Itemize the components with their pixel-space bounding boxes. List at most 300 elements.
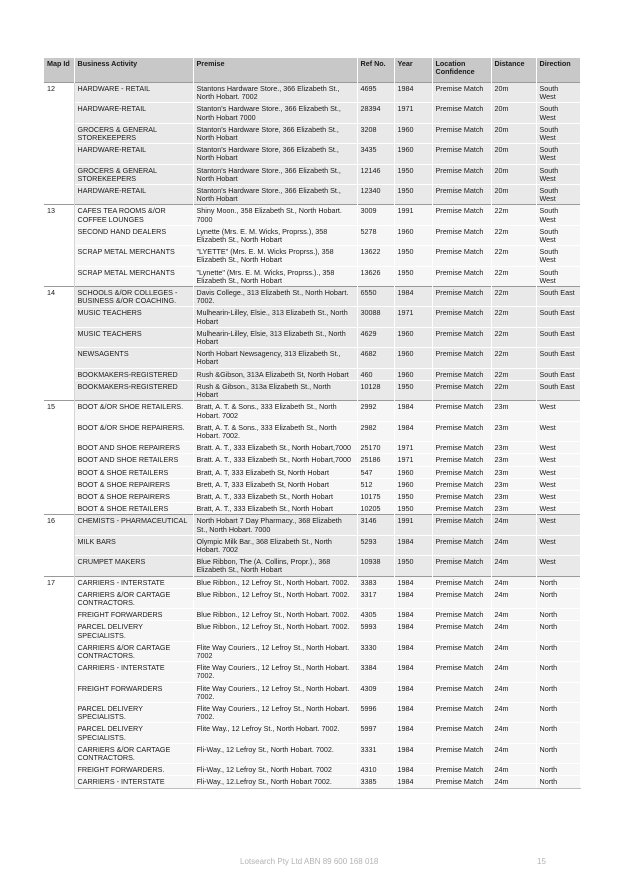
distance-cell: 20m	[491, 164, 536, 184]
distance-cell: 23m	[491, 503, 536, 515]
distance-cell: 22m	[491, 307, 536, 327]
direction-cell: North	[536, 641, 580, 661]
direction-cell: North	[536, 764, 580, 776]
location-confidence-cell: Premise Match	[432, 123, 491, 143]
direction-cell: South West	[536, 266, 580, 286]
business-activity-cell: BOOT & SHOE REPAIRERS	[74, 490, 193, 502]
location-confidence-cell: Premise Match	[432, 246, 491, 266]
distance-cell: 20m	[491, 103, 536, 123]
direction-cell: North	[536, 702, 580, 722]
business-activity-cell: NEWSAGENTS	[74, 348, 193, 368]
ref-no-cell: 12146	[357, 164, 394, 184]
direction-cell: South West	[536, 164, 580, 184]
location-confidence-cell: Premise Match	[432, 609, 491, 621]
distance-cell: 23m	[491, 442, 536, 454]
distance-cell: 23m	[491, 401, 536, 421]
ref-no-cell: 25186	[357, 454, 394, 466]
premise-cell: Shiny Moon., 358 Elizabeth St., North Hobart. 7000	[193, 205, 357, 225]
table-row	[44, 348, 580, 368]
table-row	[44, 83, 580, 103]
distance-cell: 23m	[491, 421, 536, 441]
table-row	[44, 103, 580, 123]
distance-cell: 23m	[491, 454, 536, 466]
premise-cell: Bratt. A. T., 333 Elizabeth St., North Hobart,7000	[193, 442, 357, 454]
premise-cell: Rush & Gibson., 313a Elizabeth St., North Hobart	[193, 380, 357, 400]
direction-cell: West	[536, 556, 580, 576]
premise-cell: Flite Way Couriers., 12 Lefroy St., North Hobart. 7002.	[193, 702, 357, 722]
location-confidence-cell: Premise Match	[432, 307, 491, 327]
ref-no-cell: 5278	[357, 225, 394, 245]
table-body	[44, 83, 580, 789]
col-header-ref-no: Ref No.	[357, 58, 394, 83]
business-activity-cell: HARDWARE-RETAIL	[74, 103, 193, 123]
business-activity-cell: SCRAP METAL MERCHANTS	[74, 246, 193, 266]
premise-cell: Stanton's Hardware Store, 366 Elizabeth St., North Hobart	[193, 144, 357, 164]
ref-no-cell: 3383	[357, 576, 394, 588]
location-confidence-cell: Premise Match	[432, 401, 491, 421]
col-header-distance: Distance	[491, 58, 536, 83]
distance-cell: 24m	[491, 641, 536, 661]
premise-cell: Bratt, A. T. & Sons., 333 Elizabeth St., North Hobart. 7002	[193, 401, 357, 421]
distance-cell: 22m	[491, 327, 536, 347]
premise-cell: Stanton's Hardware Store., 366 Elizabeth St., North Hobart 7000	[193, 103, 357, 123]
year-cell: 1984	[394, 641, 432, 661]
business-activity-cell: HARDWARE - RETAIL	[74, 83, 193, 103]
direction-cell: West	[536, 442, 580, 454]
direction-cell: South East	[536, 287, 580, 307]
ref-no-cell: 4695	[357, 83, 394, 103]
year-cell: 1984	[394, 662, 432, 682]
ref-no-cell: 10175	[357, 490, 394, 502]
table-row	[44, 144, 580, 164]
premise-cell: Brett, A. T, 333 Elizabeth St, North Hobart	[193, 478, 357, 490]
direction-cell: South East	[536, 327, 580, 347]
table-row	[44, 503, 580, 515]
year-cell: 1984	[394, 421, 432, 441]
direction-cell: North	[536, 743, 580, 763]
table-row	[44, 225, 580, 245]
premise-cell: Fli-Way., 12.Lefroy St., North Hobart 7002.	[193, 776, 357, 788]
ref-no-cell: 5293	[357, 535, 394, 555]
location-confidence-cell: Premise Match	[432, 556, 491, 576]
table-row	[44, 185, 580, 205]
premise-cell: Olympic Milk Bar., 368 Elizabeth St., North Hobart. 7002	[193, 535, 357, 555]
year-cell: 1971	[394, 103, 432, 123]
location-confidence-cell: Premise Match	[432, 380, 491, 400]
ref-no-cell: 4310	[357, 764, 394, 776]
table-row	[44, 205, 580, 225]
distance-cell: 24m	[491, 743, 536, 763]
business-activity-cell: CARRIERS - INTERSTATE	[74, 576, 193, 588]
year-cell: 1950	[394, 380, 432, 400]
premise-cell: "LYETTE" (Mrs. E. M. Wicks Proprss.), 358 Elizabeth St., North Hobart	[193, 246, 357, 266]
direction-cell: North	[536, 723, 580, 743]
direction-cell: North	[536, 609, 580, 621]
location-confidence-cell: Premise Match	[432, 490, 491, 502]
business-activity-cell: GROCERS & GENERAL STOREKEEPERS	[74, 164, 193, 184]
business-activity-cell: MUSIC TEACHERS	[74, 327, 193, 347]
business-activity-cell: BOOT &/OR SHOE RETAILERS.	[74, 401, 193, 421]
map-id-cell: 15	[44, 401, 74, 515]
premise-cell: North Hobart Newsagency, 313 Elizabeth St., Hobart	[193, 348, 357, 368]
year-cell: 1984	[394, 776, 432, 788]
table-row	[44, 743, 580, 763]
premise-cell: Bratt, A. T. & Sons., 333 Elizabeth St., North Hobart. 7002.	[193, 421, 357, 441]
premise-cell: Bratt, A. T., 333 Elizabeth St., North Hobart	[193, 490, 357, 502]
year-cell: 1950	[394, 246, 432, 266]
year-cell: 1984	[394, 621, 432, 641]
direction-cell: West	[536, 503, 580, 515]
table-row	[44, 380, 580, 400]
year-cell: 1984	[394, 609, 432, 621]
location-confidence-cell: Premise Match	[432, 442, 491, 454]
table-row	[44, 515, 580, 535]
location-confidence-cell: Premise Match	[432, 266, 491, 286]
footer-company: Lotsearch Pty Ltd ABN 89 600 168 018	[240, 857, 379, 866]
year-cell: 1984	[394, 287, 432, 307]
premise-cell: Bratt, A. T, 333 Elizabeth St, North Hobart	[193, 466, 357, 478]
ref-no-cell: 460	[357, 368, 394, 380]
map-id-cell: 16	[44, 515, 74, 576]
ref-no-cell: 3331	[357, 743, 394, 763]
distance-cell: 24m	[491, 609, 536, 621]
business-activity-cell: BOOKMAKERS-REGISTERED	[74, 368, 193, 380]
distance-cell: 22m	[491, 225, 536, 245]
ref-no-cell: 3384	[357, 662, 394, 682]
year-cell: 1984	[394, 743, 432, 763]
table-row	[44, 641, 580, 661]
location-confidence-cell: Premise Match	[432, 185, 491, 205]
ref-no-cell: 2992	[357, 401, 394, 421]
premise-cell: Stanton's Hardware Store., 366 Elizabeth St., North Hobart	[193, 164, 357, 184]
table-row	[44, 723, 580, 743]
distance-cell: 23m	[491, 478, 536, 490]
location-confidence-cell: Premise Match	[432, 327, 491, 347]
location-confidence-cell: Premise Match	[432, 682, 491, 702]
location-confidence-cell: Premise Match	[432, 743, 491, 763]
location-confidence-cell: Premise Match	[432, 503, 491, 515]
distance-cell: 24m	[491, 621, 536, 641]
premise-cell: Rush &Gibson, 313A Elizabeth St, North Hobart	[193, 368, 357, 380]
premise-cell: Fli-Way., 12 Lefroy St., North Hobart. 7002	[193, 764, 357, 776]
ref-no-cell: 5993	[357, 621, 394, 641]
direction-cell: South West	[536, 83, 580, 103]
year-cell: 1971	[394, 442, 432, 454]
ref-no-cell: 5997	[357, 723, 394, 743]
col-header-direction: Direction	[536, 58, 580, 83]
premise-cell: Flite Way., 12 Lefroy St., North Hobart. 7002.	[193, 723, 357, 743]
location-confidence-cell: Premise Match	[432, 368, 491, 380]
table-row	[44, 576, 580, 588]
table-row	[44, 287, 580, 307]
records-sheet	[44, 58, 580, 789]
location-confidence-cell: Premise Match	[432, 348, 491, 368]
ref-no-cell: 547	[357, 466, 394, 478]
table-row	[44, 327, 580, 347]
table-row	[44, 776, 580, 788]
distance-cell: 20m	[491, 123, 536, 143]
table-row	[44, 682, 580, 702]
page-number: 15	[537, 857, 546, 866]
table-row	[44, 702, 580, 722]
ref-no-cell: 12340	[357, 185, 394, 205]
premise-cell: North Hobart 7 Day Pharmacy., 368 Elizabeth St., North Hobart. 7000	[193, 515, 357, 535]
location-confidence-cell: Premise Match	[432, 764, 491, 776]
location-confidence-cell: Premise Match	[432, 421, 491, 441]
business-activity-cell: CARRIERS &/OR CARTAGE CONTRACTORS.	[74, 641, 193, 661]
direction-cell: North	[536, 776, 580, 788]
table-row	[44, 246, 580, 266]
table-row	[44, 556, 580, 576]
location-confidence-cell: Premise Match	[432, 702, 491, 722]
year-cell: 1984	[394, 535, 432, 555]
location-confidence-cell: Premise Match	[432, 205, 491, 225]
ref-no-cell: 10128	[357, 380, 394, 400]
ref-no-cell: 4305	[357, 609, 394, 621]
business-activity-cell: CARRIERS &/OR CARTAGE CONTRACTORS.	[74, 588, 193, 608]
location-confidence-cell: Premise Match	[432, 588, 491, 608]
business-activity-cell: GROCERS & GENERAL STOREKEEPERS	[74, 123, 193, 143]
year-cell: 1950	[394, 490, 432, 502]
premise-cell: Mulhearin-Lilley, Elsie, 313 Elizabeth St., North Hobart	[193, 327, 357, 347]
premise-cell: Blue Ribbon., 12 Lefroy St., North Hobart. 7002.	[193, 609, 357, 621]
ref-no-cell: 3435	[357, 144, 394, 164]
location-confidence-cell: Premise Match	[432, 287, 491, 307]
business-activity-cell: PARCEL DELIVERY SPECIALISTS.	[74, 702, 193, 722]
year-cell: 1960	[394, 348, 432, 368]
direction-cell: South West	[536, 246, 580, 266]
distance-cell: 22m	[491, 246, 536, 266]
map-id-cell: 14	[44, 287, 74, 401]
year-cell: 1960	[394, 327, 432, 347]
distance-cell: 24m	[491, 576, 536, 588]
business-activity-cell: BOOT & SHOE REPAIRERS	[74, 478, 193, 490]
distance-cell: 24m	[491, 723, 536, 743]
location-confidence-cell: Premise Match	[432, 723, 491, 743]
year-cell: 1984	[394, 764, 432, 776]
table-row	[44, 164, 580, 184]
business-activity-cell: HARDWARE-RETAIL	[74, 144, 193, 164]
business-activity-cell: FREIGHT FORWARDERS	[74, 682, 193, 702]
business-activity-cell: FREIGHT FORWARDERS.	[74, 764, 193, 776]
direction-cell: West	[536, 454, 580, 466]
table-row	[44, 307, 580, 327]
table-row	[44, 490, 580, 502]
ref-no-cell: 4629	[357, 327, 394, 347]
col-header-map-id: Map Id	[44, 58, 74, 83]
direction-cell: North	[536, 588, 580, 608]
ref-no-cell: 3385	[357, 776, 394, 788]
business-activity-cell: BOOT AND SHOE REPAIRERS	[74, 442, 193, 454]
premise-cell: Mulhearin-Lilley, Elsie., 313 Elizabeth St., North Hobart	[193, 307, 357, 327]
business-activity-cell: BOOT AND SHOE RETAILERS	[74, 454, 193, 466]
premise-cell: Lynette (Mrs. E. M. Wicks, Proprss.), 358 Elizabeth St., North Hobart	[193, 225, 357, 245]
year-cell: 1950	[394, 556, 432, 576]
direction-cell: West	[536, 466, 580, 478]
year-cell: 1960	[394, 478, 432, 490]
premise-cell: Bratt, A. T., 333 Elizabeth St., North Hobart	[193, 503, 357, 515]
distance-cell: 22m	[491, 205, 536, 225]
direction-cell: West	[536, 401, 580, 421]
ref-no-cell: 13626	[357, 266, 394, 286]
business-activity-cell: BOOT & SHOE RETAILERS	[74, 503, 193, 515]
year-cell: 1984	[394, 723, 432, 743]
distance-cell: 23m	[491, 466, 536, 478]
distance-cell: 20m	[491, 144, 536, 164]
business-directory-table	[44, 58, 581, 789]
year-cell: 1984	[394, 702, 432, 722]
location-confidence-cell: Premise Match	[432, 478, 491, 490]
year-cell: 1960	[394, 368, 432, 380]
direction-cell: South West	[536, 123, 580, 143]
distance-cell: 20m	[491, 83, 536, 103]
business-activity-cell: BOOKMAKERS-REGISTERED	[74, 380, 193, 400]
premise-cell: Blue Ribbon, The (A. Collins, Propr.)., 368 Elizabeth St., North Hobart	[193, 556, 357, 576]
location-confidence-cell: Premise Match	[432, 164, 491, 184]
business-activity-cell: CRUMPET MAKERS	[74, 556, 193, 576]
direction-cell: West	[536, 490, 580, 502]
table-row	[44, 621, 580, 641]
ref-no-cell: 30088	[357, 307, 394, 327]
location-confidence-cell: Premise Match	[432, 621, 491, 641]
ref-no-cell: 2982	[357, 421, 394, 441]
direction-cell: North	[536, 576, 580, 588]
table-row	[44, 421, 580, 441]
year-cell: 1984	[394, 682, 432, 702]
direction-cell: North	[536, 621, 580, 641]
distance-cell: 22m	[491, 266, 536, 286]
direction-cell: West	[536, 421, 580, 441]
distance-cell: 24m	[491, 776, 536, 788]
col-header-premise: Premise	[193, 58, 357, 83]
direction-cell: North	[536, 682, 580, 702]
year-cell: 1950	[394, 266, 432, 286]
location-confidence-cell: Premise Match	[432, 576, 491, 588]
business-activity-cell: BOOT &/OR SHOE REPAIRERS.	[74, 421, 193, 441]
location-confidence-cell: Premise Match	[432, 144, 491, 164]
business-activity-cell: PARCEL DELIVERY SPECIALISTS.	[74, 621, 193, 641]
table-row	[44, 368, 580, 380]
ref-no-cell: 3208	[357, 123, 394, 143]
ref-no-cell: 10205	[357, 503, 394, 515]
distance-cell: 24m	[491, 702, 536, 722]
premise-cell: Stantons Hardware Store., 366 Elizabeth St., North Hobart. 7002	[193, 83, 357, 103]
ref-no-cell: 13622	[357, 246, 394, 266]
distance-cell: 24m	[491, 588, 536, 608]
table-row	[44, 609, 580, 621]
ref-no-cell: 4309	[357, 682, 394, 702]
distance-cell: 22m	[491, 368, 536, 380]
year-cell: 1971	[394, 307, 432, 327]
ref-no-cell: 3009	[357, 205, 394, 225]
location-confidence-cell: Premise Match	[432, 454, 491, 466]
col-header-location-confidence: Location Confidence	[432, 58, 491, 83]
location-confidence-cell: Premise Match	[432, 515, 491, 535]
direction-cell: South East	[536, 348, 580, 368]
premise-cell: Stanton's Hardware Store, 366 Elizabeth St., North Hobart	[193, 123, 357, 143]
business-activity-cell: HARDWARE-RETAIL	[74, 185, 193, 205]
table-row	[44, 442, 580, 454]
distance-cell: 24m	[491, 535, 536, 555]
year-cell: 1950	[394, 503, 432, 515]
year-cell: 1950	[394, 185, 432, 205]
year-cell: 1991	[394, 205, 432, 225]
direction-cell: South East	[536, 307, 580, 327]
direction-cell: South East	[536, 380, 580, 400]
distance-cell: 24m	[491, 662, 536, 682]
direction-cell: North	[536, 662, 580, 682]
direction-cell: South West	[536, 144, 580, 164]
year-cell: 1960	[394, 466, 432, 478]
premise-cell: Flite Way Couriers., 12 Lefroy St., North Hobart. 7002	[193, 641, 357, 661]
premise-cell: "Lynette" (Mrs. E. M. Wicks, Proprss.)., 358 Elizabeth St., North Hobart	[193, 266, 357, 286]
table-row	[44, 401, 580, 421]
ref-no-cell: 4682	[357, 348, 394, 368]
premise-cell: Fli-Way., 12 Lefroy St., North Hobart. 7002.	[193, 743, 357, 763]
ref-no-cell: 5996	[357, 702, 394, 722]
year-cell: 1984	[394, 588, 432, 608]
ref-no-cell: 10938	[357, 556, 394, 576]
ref-no-cell: 28394	[357, 103, 394, 123]
distance-cell: 22m	[491, 287, 536, 307]
business-activity-cell: PARCEL DELIVERY SPECIALISTS.	[74, 723, 193, 743]
premise-cell: Blue Ribbon., 12 Lefroy St., North Hobart. 7002.	[193, 588, 357, 608]
table-row	[44, 123, 580, 143]
year-cell: 1984	[394, 401, 432, 421]
ref-no-cell: 3317	[357, 588, 394, 608]
location-confidence-cell: Premise Match	[432, 466, 491, 478]
business-activity-cell: MUSIC TEACHERS	[74, 307, 193, 327]
premise-cell: Blue Ribbon., 12 Lefroy St., North Hobart. 7002.	[193, 621, 357, 641]
year-cell: 1971	[394, 454, 432, 466]
col-header-year: Year	[394, 58, 432, 83]
business-activity-cell: BOOT & SHOE RETAILERS	[74, 466, 193, 478]
year-cell: 1991	[394, 515, 432, 535]
table-row	[44, 588, 580, 608]
table-row	[44, 764, 580, 776]
direction-cell: West	[536, 478, 580, 490]
year-cell: 1984	[394, 576, 432, 588]
business-activity-cell: CARRIERS &/OR CARTAGE CONTRACTORS.	[74, 743, 193, 763]
business-activity-cell: SECOND HAND DEALERS	[74, 225, 193, 245]
distance-cell: 22m	[491, 348, 536, 368]
map-id-cell: 13	[44, 205, 74, 287]
premise-cell: Flite Way Couriers., 12 Lefroy St., North Hobart. 7002.	[193, 662, 357, 682]
table-header-row	[44, 58, 580, 83]
premise-cell: Flite Way Couriers., 12 Lefroy St., North Hobart. 7002.	[193, 682, 357, 702]
premise-cell: Blue Ribbon., 12 Lefroy St., North Hobart. 7002.	[193, 576, 357, 588]
year-cell: 1960	[394, 144, 432, 164]
distance-cell: 24m	[491, 764, 536, 776]
business-activity-cell: CARRIERS - INTERSTATE	[74, 662, 193, 682]
location-confidence-cell: Premise Match	[432, 225, 491, 245]
ref-no-cell: 3330	[357, 641, 394, 661]
year-cell: 1950	[394, 164, 432, 184]
map-id-cell: 12	[44, 83, 74, 205]
direction-cell: South East	[536, 368, 580, 380]
year-cell: 1960	[394, 225, 432, 245]
location-confidence-cell: Premise Match	[432, 641, 491, 661]
table-row	[44, 266, 580, 286]
table-row	[44, 466, 580, 478]
premise-cell: Stanton's Hardware Store., 366 Elizabeth St., North Hobart	[193, 185, 357, 205]
business-activity-cell: CARRIERS - INTERSTATE	[74, 776, 193, 788]
ref-no-cell: 3146	[357, 515, 394, 535]
distance-cell: 24m	[491, 515, 536, 535]
location-confidence-cell: Premise Match	[432, 103, 491, 123]
ref-no-cell: 6550	[357, 287, 394, 307]
col-header-business-activity: Business Activity	[74, 58, 193, 83]
